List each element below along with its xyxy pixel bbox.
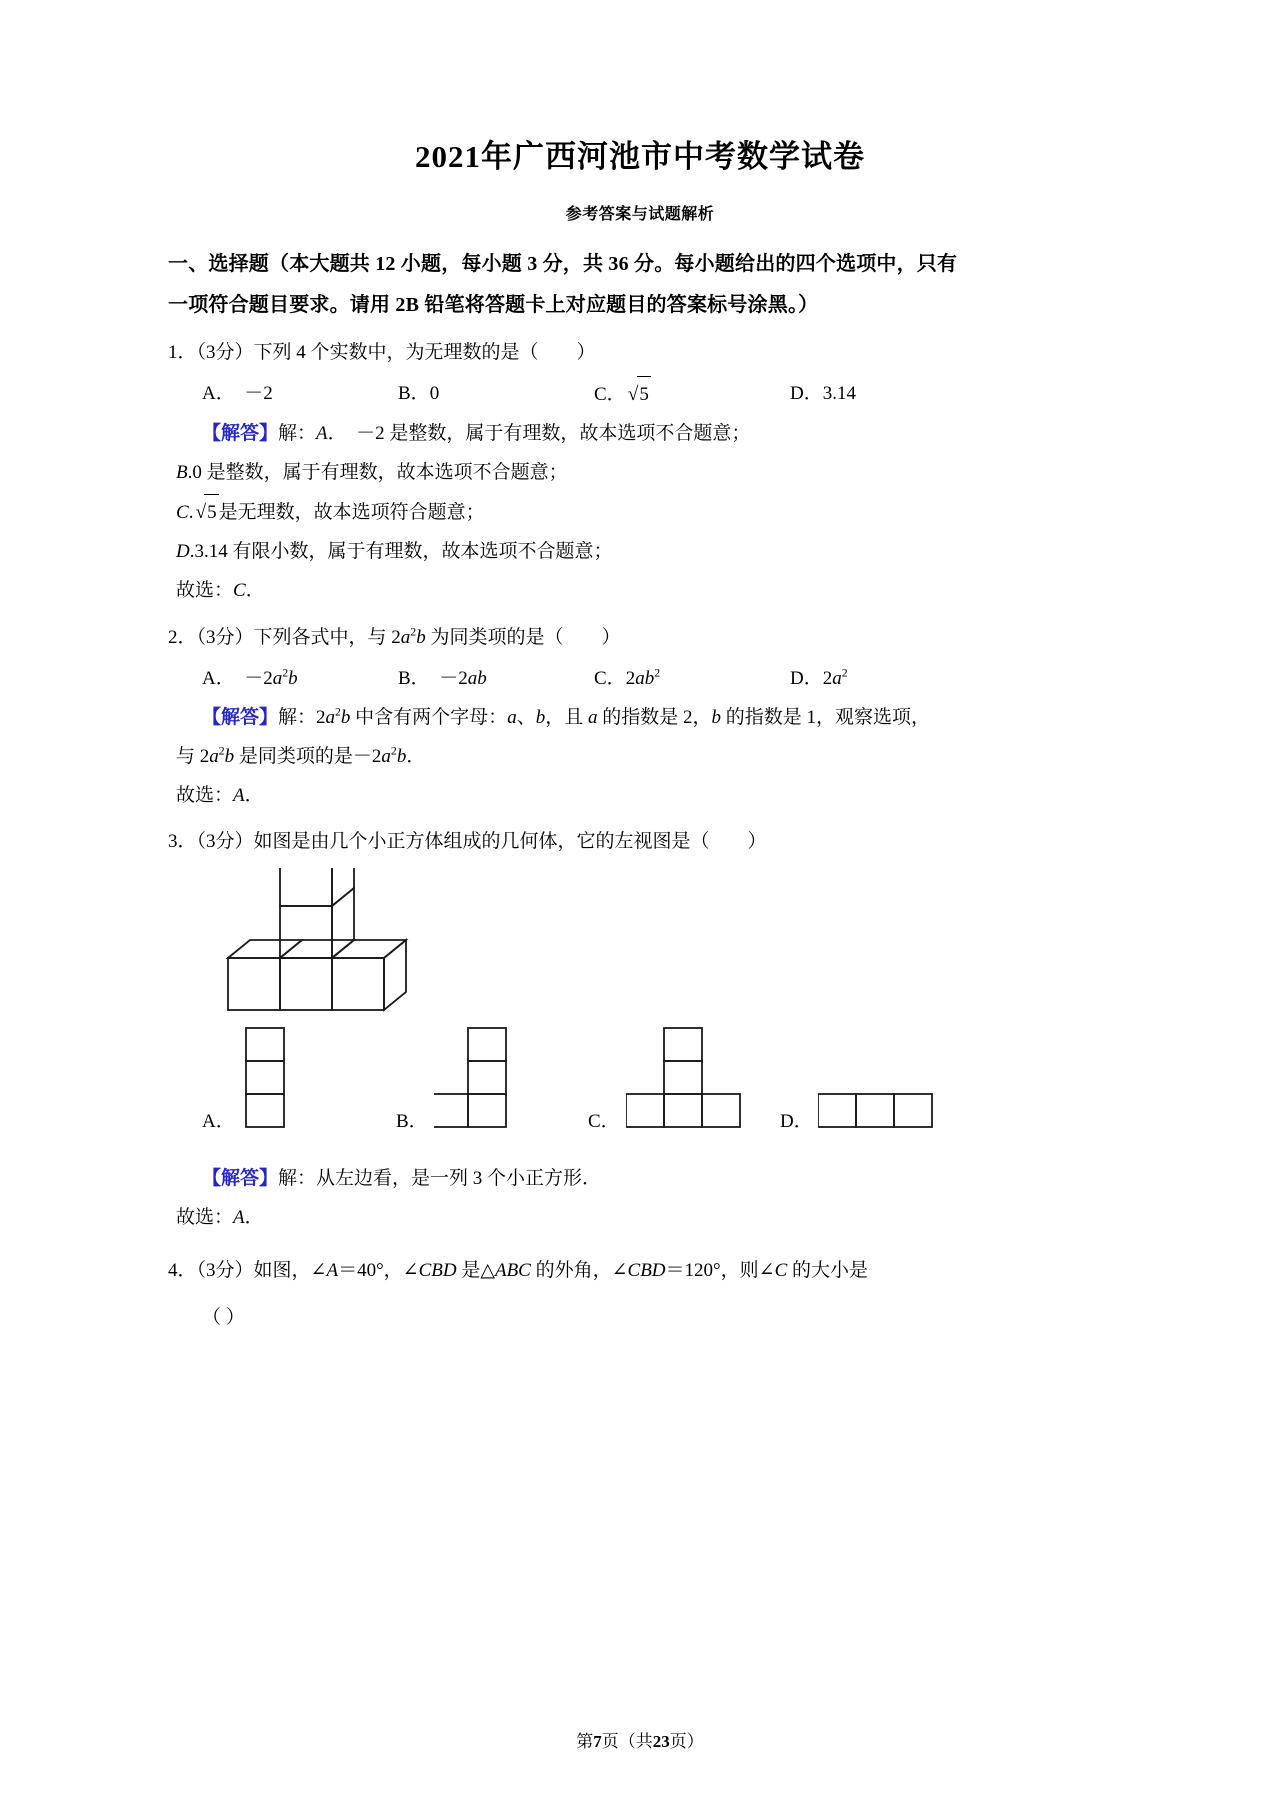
- section-heading: [168, 244, 1112, 326]
- question-1-number: 1: [168, 342, 178, 364]
- question-4-stem-line2: （ ）: [202, 1307, 245, 1329]
- question-2-option-c: C．$2ab^2$: [594, 666, 661, 689]
- question-2-answer: 故选：A．: [176, 784, 264, 806]
- question-1-solution-line-4: D.3.14 有限小数，属于有理数，故本选项不合题意；: [176, 540, 613, 562]
- question-1-option-a: A． －2: [202, 383, 273, 405]
- solution-tag: 【解答】: [202, 423, 279, 445]
- question-3-figure: [168, 868, 1112, 1028]
- question-4-number: 4: [168, 1260, 178, 1282]
- question-3-option-d-label: D．: [780, 1111, 813, 1133]
- question-3-option-c-shape: [626, 1026, 754, 1130]
- question-3-option-a-shape: [240, 1026, 290, 1130]
- solution-tag: 【解答】: [202, 706, 279, 728]
- question-3-stem: 3．（3分）如图是由几个小正方体组成的几何体，它的左视图是（ ）: [168, 831, 767, 853]
- question-3-solution-line-1: 【解答】解：从左边看，是一列 3 个小正方形．: [202, 1168, 602, 1190]
- page-footer: 第7页（共23页）: [576, 1732, 704, 1751]
- question-1-option-b: B．0: [398, 383, 440, 405]
- question-3-option-a-label: A．: [202, 1111, 235, 1133]
- question-2-solution-line-1: 【解答】解：$2a^2b$ 中含有两个字母：a、b，且 a 的指数是 2，b 的指数是 1，观察选项，: [202, 705, 930, 728]
- footer-total-pages: 23: [652, 1732, 670, 1751]
- question-4-stem: 4．（3分）如图，∠A＝40°，∠CBD 是△ABC 的外角，∠CBD＝120°，则∠C 的大小是: [168, 1260, 869, 1282]
- question-2-number: 2: [168, 626, 178, 648]
- question-1-option-c: C． √ 5: [594, 375, 790, 415]
- question-2-score: （3分）: [196, 626, 254, 648]
- question-1-solution-line-3: C. √ 5 是无理数，故本选项符合题意；: [168, 493, 1112, 533]
- question-3-option-figures: [168, 1032, 1112, 1144]
- question-3-option-d-shape: [818, 1026, 946, 1130]
- question-3-score: （3分）: [196, 831, 254, 853]
- question-3-option-b-label: B．: [396, 1111, 428, 1133]
- question-1-stem-text: 下列 4 个实数中，为无理数的是（ ）: [253, 342, 596, 364]
- question-3-option-b-shape: [434, 1026, 524, 1130]
- question-1-solution-line-1: 【解答】解：A． －2 是整数，属于有理数，故本选项不合题意；: [202, 423, 751, 445]
- page-subtitle: 参考答案与试题解析: [565, 206, 715, 224]
- sqrt-5-glyph: √ 5: [193, 493, 218, 533]
- question-1-options: [168, 375, 1112, 415]
- question-2-option-a: A． $-2a^2b$: [202, 666, 298, 689]
- question-4-score: （3分）: [196, 1260, 254, 1282]
- question-2-solution-line-2: 与 $2a^2b$ 是同类项的是$-2a^2b$．: [176, 744, 426, 767]
- footer-page-number: 7: [593, 1732, 602, 1751]
- question-1-option-d: D．3.14: [790, 383, 856, 405]
- question-1-score: （3分）: [196, 342, 254, 364]
- section-heading-line2: 一项符合题目要求。请用 2B 铅笔将答题卡上对应题目的答案标号涂黑。）: [168, 294, 819, 317]
- question-1-stem: 1．（3分）下列 4 个实数中，为无理数的是（ ）: [168, 342, 596, 364]
- page-title: 2021年广西河池市中考数学试卷: [415, 139, 865, 174]
- question-3-number: 3: [168, 831, 178, 853]
- question-1-solution-line-2: B.0 是整数，属于有理数，故本选项不合题意；: [176, 462, 568, 483]
- sqrt-5-glyph: √ 5: [626, 375, 651, 415]
- question-2-options: [168, 660, 1112, 699]
- question-2-stem: 2．（3分）下列各式中，与 $2a^2b$ 为同类项的是（ ）: [168, 625, 621, 648]
- question-2-option-d: D．$2a^2$: [790, 666, 848, 689]
- question-1-answer: 故选：C．: [176, 579, 265, 601]
- question-2-option-b: B． －2ab: [398, 667, 487, 689]
- question-3-option-c-label: C．: [588, 1111, 620, 1133]
- solution-tag: 【解答】: [202, 1168, 279, 1190]
- section-heading-line1: 一、选择题（本大题共 12 小题，每小题 3 分，共 36 分。每小题给出的四个选项中，只有: [168, 253, 958, 276]
- question-3-answer: 故选：A．: [176, 1207, 264, 1229]
